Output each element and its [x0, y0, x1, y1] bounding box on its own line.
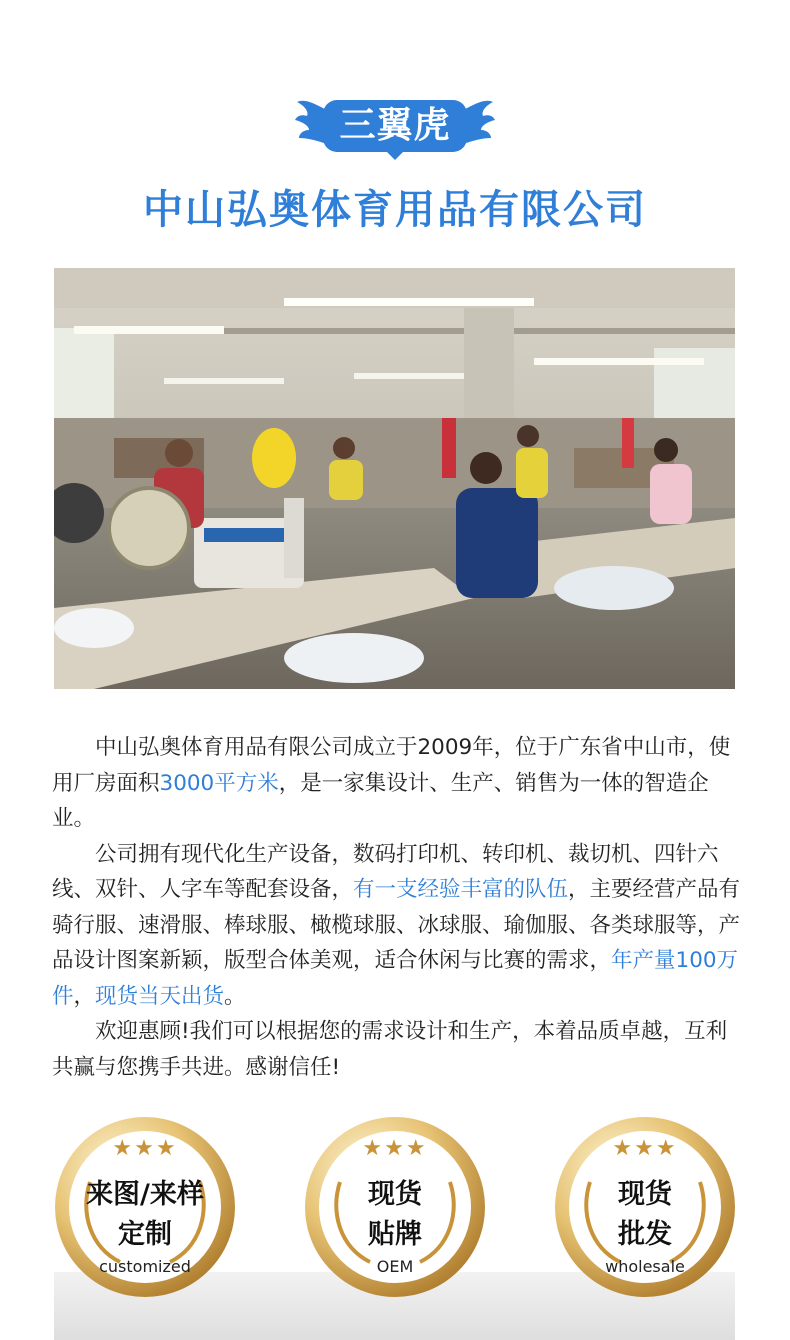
badge-line2: 定制: [118, 1219, 172, 1250]
badge-line1: 现货: [368, 1179, 422, 1210]
intro-p1-text-a: 中山弘奥体育用品有限公司成立于2009年，位于广东省中山市，使用厂房面积: [52, 735, 731, 796]
badge-line2: 批发: [618, 1219, 672, 1250]
intro-p2-highlight-output: 年产量100万件: [52, 948, 739, 1009]
intro-p2-text-d: 。: [224, 983, 246, 1009]
badge-line1: 来图/来样: [86, 1179, 204, 1210]
intro-p2-highlight-team: 有一支经验丰富的队伍: [353, 877, 569, 902]
intro-p1-highlight: 3000平方米: [159, 770, 279, 796]
badge-line1: 现货: [618, 1179, 672, 1210]
company-title: 中山弘奥体育用品有限公司: [143, 187, 647, 233]
badge-subtitle: customized: [99, 1257, 191, 1276]
badge-stars: ★★★: [112, 1136, 178, 1161]
intro-p2-text-b: ，主要经营产品有骑行服、速滑服、棒球服、橄榄球服、冰球服、瑜伽服、各类球服等，产品设计图案新颖，版型合体美观，适合休闲与比赛的需求，: [52, 877, 741, 973]
brand-logo: [295, 92, 495, 162]
badge-stars: ★★★: [612, 1136, 678, 1161]
badge-stars: ★★★: [362, 1136, 428, 1161]
company-introduction: [52, 730, 742, 1085]
intro-p2-highlight-shipping: 现货当天出货: [95, 983, 225, 1009]
intro-paragraph-1: [52, 730, 742, 837]
logo-text: 三翼虎: [339, 105, 451, 146]
badge-subtitle: wholesale: [605, 1257, 685, 1276]
badge-oem: [300, 1112, 490, 1302]
badge-customized: [50, 1112, 240, 1302]
intro-p2-text-a: 公司拥有现代化生产设备，数码打印机、转印机、裁切机、四针六线、双针、人字车等配套设备，: [52, 841, 719, 902]
intro-p2-text-c: ，: [73, 983, 96, 1009]
intro-paragraph-3: 欢迎惠顾!我们可以根据您的需求设计和生产，本着品质卓越，互利共赢与您携手共进。感谢信任!: [52, 1019, 728, 1080]
intro-paragraph-2: [52, 837, 742, 1015]
intro-p1-text-b: ，是一家集设计、生产、销售为一体的智造企业。: [52, 770, 709, 831]
badge-wholesale: [550, 1112, 740, 1302]
badge-line2: 贴牌: [368, 1219, 422, 1250]
badge-subtitle: OEM: [376, 1257, 414, 1276]
factory-photo: [54, 268, 735, 689]
factory-scene-illustration: [54, 268, 735, 689]
